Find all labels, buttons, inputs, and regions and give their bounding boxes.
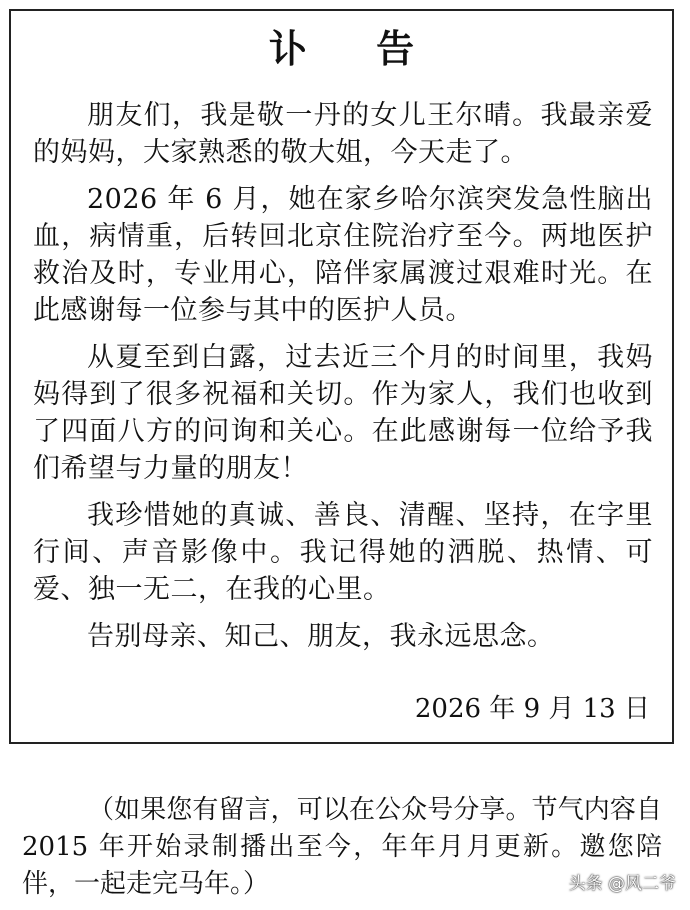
notice-paragraph-1: 朋友们，我是敬一丹的女儿王尔晴。我最亲爱的妈妈，大家熟悉的敬大姐，今天走了。 <box>33 100 653 168</box>
watermark: 头条 @风二爷 <box>568 874 676 894</box>
notice-paragraph-3: 从夏至到白露，过去近三个月的时间里，我妈妈得到了很多祝福和关切。作为家人，我们也收到了四面八方的问询和关心。在此感谢每一位给予我们希望与力量的朋友！ <box>33 342 653 484</box>
notice-date: 2026 年 9 月 13 日 <box>414 694 650 724</box>
notice-body <box>33 97 653 665</box>
obituary-notice-frame <box>9 9 674 744</box>
notice-paragraph-5: 告别母亲、知己、朋友，我永远思念。 <box>87 621 555 652</box>
notice-paragraph-4: 我珍惜她的真诚、善良、清醒、坚持，在字里行间、声音影像中。我记得她的洒脱、热情、可爱、独一无二，在我的心里。 <box>33 500 653 605</box>
notice-title: 讣 告 <box>268 26 443 71</box>
notice-paragraph-2: 2026 年 6 月，她在家乡哈尔滨突发急性脑出血，病情重，后转回北京住院治疗至今。两地医护救治及时，专业用心，陪伴家属渡过艰难时光。在此感谢每一位参与其中的医护人员。 <box>33 184 653 326</box>
footer-note: （如果您有留言，可以在公众号分享。节气内容自 2015 年开始录制播出至今，年年月月更新。邀您陪伴，一起走完马年。） <box>22 795 662 899</box>
